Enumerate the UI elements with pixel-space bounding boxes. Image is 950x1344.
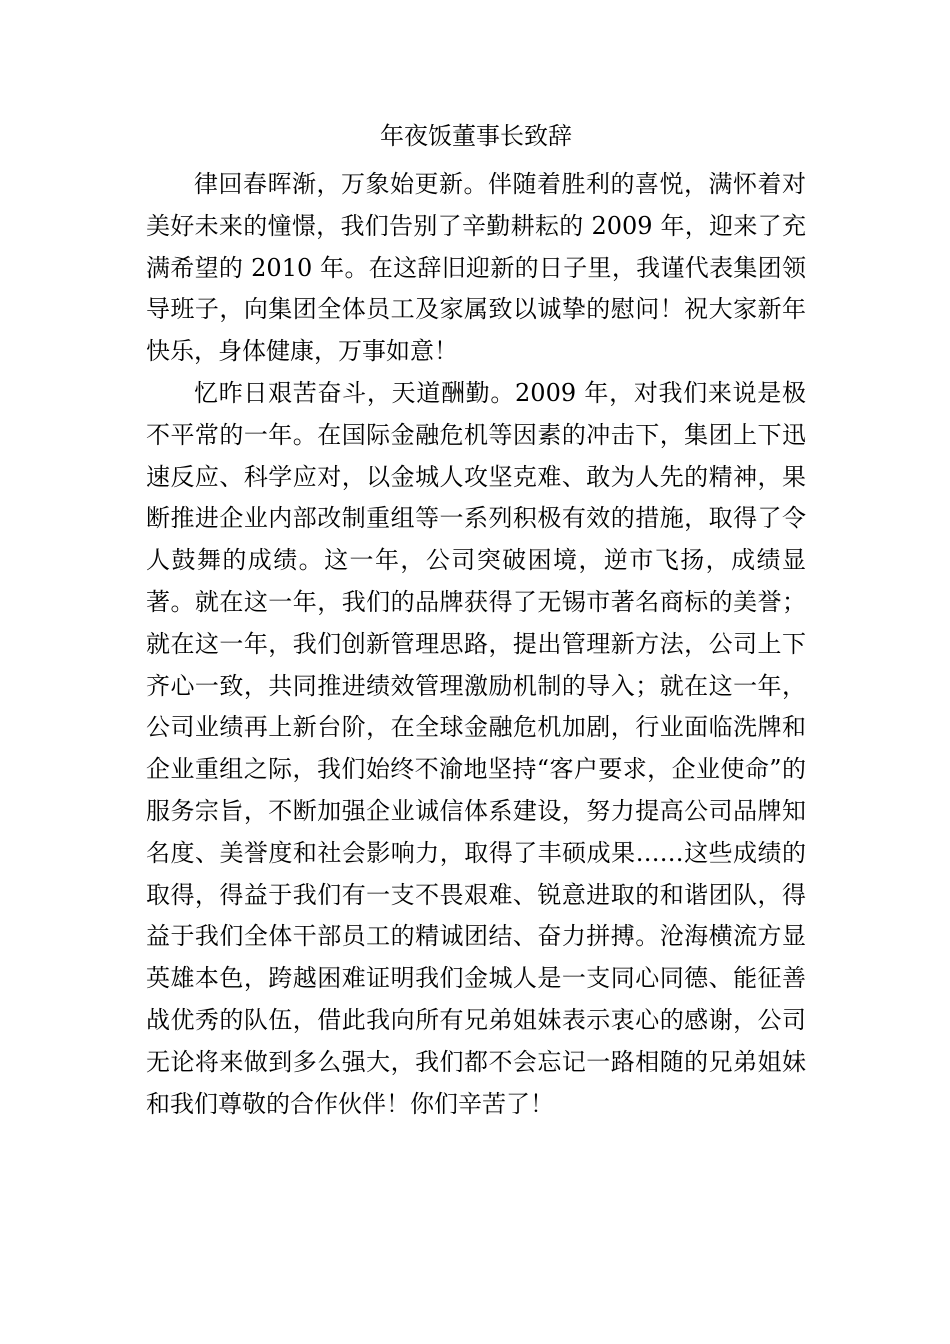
document-page bbox=[146, 108, 806, 1125]
paragraph-1: 律回春晖渐，万象始更新。伴随着胜利的喜悦，满怀着对美好未来的憧憬，我们告别了辛勤耕耘的 2009 年，迎来了充满希望的 2010 年。在这辞旧迎新的日子里，我谨代表集团领导班子，向集团全体员工及家属致以诚挚的慰问！祝大家新年快乐，身体健康，万事如意！ bbox=[146, 170, 806, 366]
paragraph-2: 忆昨日艰苦奋斗，天道酬勤。2009 年，对我们来说是极不平常的一年。在国际金融危机等因素的冲击下，集团上下迅速反应、科学应对，以金城人攻坚克难、敢为人先的精神，果断推进企业内部改制重组等一系列积极有效的措施，取得了令人鼓舞的成绩。这一年，公司突破困境，逆市飞扬，成绩显著。就在这一年，我们的品牌获得了无锡市著名商标的美誉；就在这一年，我们创新管理思路，提出管理新方法，公司上下齐心一致，共同推进绩效管理激励机制的导入；就在这一年，公司业绩再上新台阶，在全球金融危机加剧，行业面临洗牌和企业重组之际，我们始终不渝地坚持“客户要求，企业使命”的服务宗旨，不断加强企业诚信体系建设，努力提高公司品牌知名度、美誉度和社会影响力，取得了丰硕成果……这些成绩的取得，得益于我们有一支不畏艰难、锐意进取的和谐团队，得益于我们全体干部员工的精诚团结、奋力拼搏。沧海横流方显英雄本色，跨越困难证明我们金城人是一支同心同德、能征善战优秀的队伍，借此我向所有兄弟姐妹表示衷心的感谢，公司无论将来做到多么强大，我们都不会忘记一路相随的兄弟姐妹和我们尊敬的合作伙伴！你们辛苦了！ bbox=[146, 378, 806, 1118]
document-title: 年夜饭董事长致辞 bbox=[380, 122, 572, 150]
